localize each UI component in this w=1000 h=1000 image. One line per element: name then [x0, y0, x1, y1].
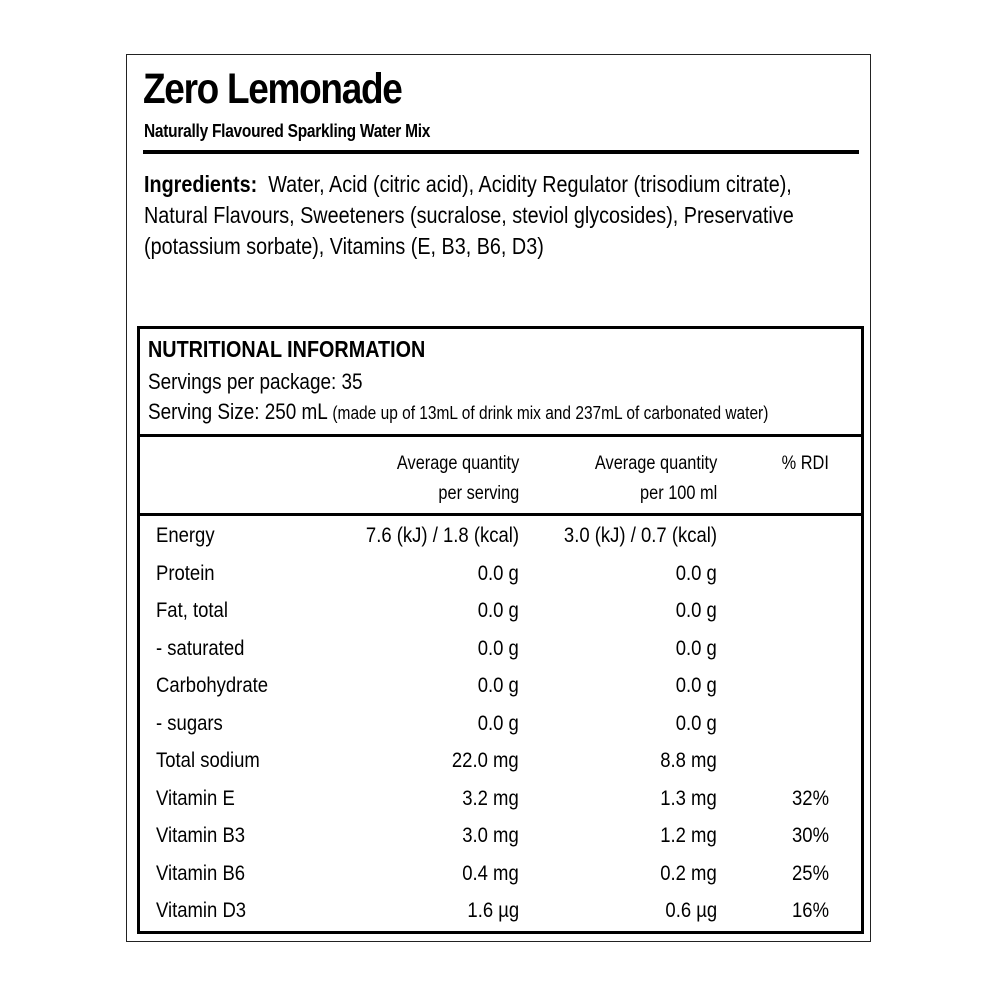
nutrient-name: Energy: [156, 523, 215, 547]
nutrient-name: - sugars: [156, 710, 223, 735]
table-row: [140, 630, 861, 668]
ingredients-label: Ingredients:: [144, 171, 258, 197]
table-row: [140, 592, 861, 630]
table-row: [140, 742, 861, 780]
ingredients-text: Water, Acid (citric acid), Acidity Regulator (trisodium citrate), Natural Flavours, Sweeteners (sucralose, steviol glycosides), Preservative (potassium sorbate), Vitamins (E, B3, B6, D3): [144, 171, 794, 259]
per-100ml-value: 3.0 (kJ) / 0.7 (kcal): [563, 523, 717, 547]
per-serving-value: 0.4 mg: [462, 860, 519, 885]
table-row: [140, 780, 861, 818]
nutrient-name: Fat, total: [156, 598, 228, 622]
column-per-100ml-line1: Average quantity: [594, 453, 717, 474]
table-row: [140, 892, 861, 930]
ingredients-block: [144, 169, 858, 262]
per-100ml-value: 1.3 mg: [660, 785, 717, 810]
column-header-divider: [140, 513, 861, 516]
rdi-value: 25%: [791, 860, 829, 885]
serving-size-note: (made up of 13mL of drink mix and 237mL of carbonated water): [332, 403, 769, 423]
nutrient-name: Vitamin B6: [156, 860, 246, 885]
per-serving-value: 0.0 g: [477, 635, 519, 660]
per-serving-value: 22.0 mg: [452, 748, 519, 772]
serving-size-value: Serving Size: 250 mL: [148, 399, 328, 424]
per-100ml-value: 8.8 mg: [660, 748, 717, 772]
per-100ml-value: 0.2 mg: [660, 860, 717, 885]
column-per-serving-line1: Average quantity: [396, 453, 519, 474]
nutrient-name: - saturated: [156, 635, 245, 660]
per-serving-value: 1.6 µg: [467, 898, 519, 922]
nutrition-table: [137, 326, 864, 934]
nutrient-name: Protein: [156, 560, 215, 585]
column-rdi: [782, 449, 829, 479]
product-label: [126, 54, 871, 942]
per-100ml-value: 0.0 g: [675, 635, 717, 660]
per-serving-value: 0.0 g: [477, 710, 519, 735]
nutrition-heading: NUTRITIONAL INFORMATION: [148, 336, 426, 362]
per-serving-value: 3.0 mg: [462, 823, 519, 847]
table-row: [140, 667, 861, 705]
column-per-serving: [397, 449, 519, 509]
per-100ml-value: 1.2 mg: [660, 823, 717, 847]
column-per-100ml: [595, 449, 717, 509]
nutrition-header: [140, 329, 861, 436]
title-divider: [143, 150, 859, 154]
nutrient-name: Vitamin E: [156, 785, 235, 810]
rdi-value: 30%: [791, 823, 829, 847]
column-per-serving-line2: per serving: [438, 483, 519, 504]
nutrition-rows: [140, 517, 861, 930]
per-serving-value: 0.0 g: [477, 598, 519, 622]
nutrient-name: Vitamin D3: [156, 898, 247, 922]
servings-per-package: Servings per package: 35: [148, 369, 363, 394]
per-serving-value: 0.0 g: [477, 673, 519, 697]
per-100ml-value: 0.6 µg: [665, 898, 717, 922]
header-divider: [140, 434, 861, 437]
table-row: [140, 555, 861, 593]
per-serving-value: 0.0 g: [477, 560, 519, 585]
per-serving-value: 7.6 (kJ) / 1.8 (kcal): [365, 523, 519, 547]
rdi-value: 16%: [791, 898, 829, 922]
per-100ml-value: 0.0 g: [675, 710, 717, 735]
table-row: [140, 705, 861, 743]
column-per-100ml-line2: per 100 ml: [639, 483, 717, 504]
nutrient-name: Total sodium: [156, 748, 260, 772]
per-100ml-value: 0.0 g: [675, 598, 717, 622]
table-row: [140, 817, 861, 855]
product-subtitle: Naturally Flavoured Sparkling Water Mix: [144, 121, 431, 141]
product-title: Zero Lemonade: [143, 65, 402, 113]
nutrient-name: Carbohydrate: [156, 673, 269, 697]
table-row: [140, 517, 861, 555]
per-serving-value: 3.2 mg: [462, 785, 519, 810]
column-rdi-label: % RDI: [781, 453, 829, 474]
per-100ml-value: 0.0 g: [675, 560, 717, 585]
per-100ml-value: 0.0 g: [675, 673, 717, 697]
serving-size: [148, 399, 768, 425]
table-row: [140, 855, 861, 893]
nutrient-name: Vitamin B3: [156, 823, 246, 847]
rdi-value: 32%: [791, 785, 829, 810]
